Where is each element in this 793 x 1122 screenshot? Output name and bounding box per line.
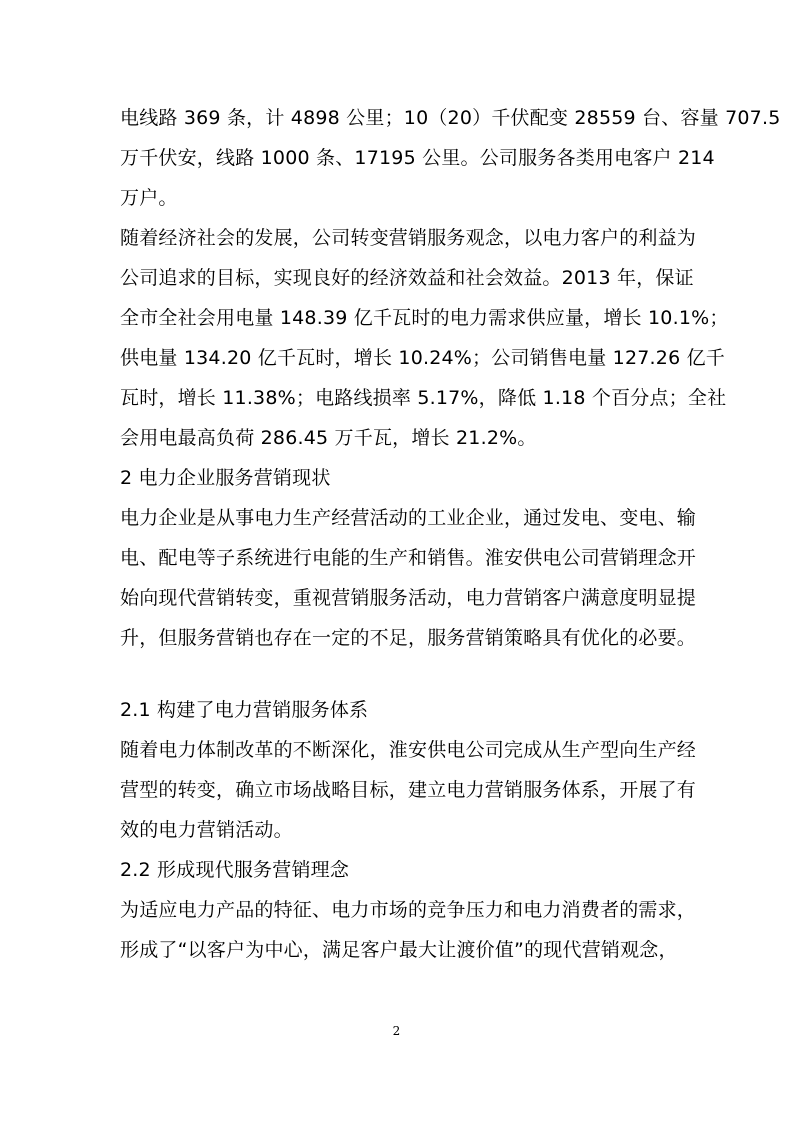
text-line: 瓦时，增长 11.38%；电路线损率 5.17%，降低 1.18 个百分点；全社	[120, 387, 727, 409]
text-line: 电力企业是从事电力生产经营活动的工业企业，通过发电、变电、输	[120, 507, 697, 529]
text-line: 形成了“以客户为中心，满足客户最大让渡价值”的现代营销观念，	[120, 939, 678, 961]
text-line: 万千伏安，线路 1000 条、17195 公里。公司服务各类用电客户 214	[120, 147, 715, 169]
paragraph-gap	[120, 658, 680, 690]
text-line: 营型的转变，确立市场战略目标，建立电力营销服务体系，开展了有	[120, 779, 697, 801]
section-heading: 2.1 构建了电力营销服务体系	[120, 699, 369, 721]
page-number: 2	[392, 1024, 401, 1038]
text-line: 效的电力营销活动。	[120, 819, 293, 841]
section-heading: 2.2 形成现代服务营销理念	[120, 859, 350, 881]
text-line: 随着经济社会的发展，公司转变营销服务观念，以电力客户的利益为	[120, 227, 697, 249]
text-line: 全市全社会用电量 148.39 亿千瓦时的电力需求供应量，增长 10.1%；	[120, 307, 729, 329]
section-heading: 2 电力企业服务营销现状	[120, 467, 331, 489]
text-line: 会用电最高负荷 286.45 万千瓦，增长 21.2%。	[120, 427, 537, 449]
text-line: 随着电力体制改革的不断深化，淮安供电公司完成从生产型向生产经	[120, 739, 697, 761]
text-line: 为适应电力产品的特征、电力市场的竞争压力和电力消费者的需求，	[120, 899, 697, 921]
text-line: 电、配电等子系统进行电能的生产和销售。淮安供电公司营销理念开	[120, 547, 697, 569]
text-line: 升，但服务营销也存在一定的不足，服务营销策略具有优化的必要。	[120, 627, 697, 649]
text-line: 万户。	[120, 187, 178, 209]
text-line: 公司追求的目标，实现良好的经济效益和社会效益。2013 年，保证	[120, 267, 694, 289]
body-text	[120, 98, 781, 970]
text-line: 电线路 369 条，计 4898 公里；10（20）千伏配变 28559 台、容量 707.5	[120, 107, 781, 129]
text-line: 供电量 134.20 亿千瓦时，增长 10.24%；公司销售电量 127.26 亿千	[120, 347, 726, 369]
text-line: 始向现代营销转变，重视营销服务活动，电力营销客户满意度明显提	[120, 587, 697, 609]
